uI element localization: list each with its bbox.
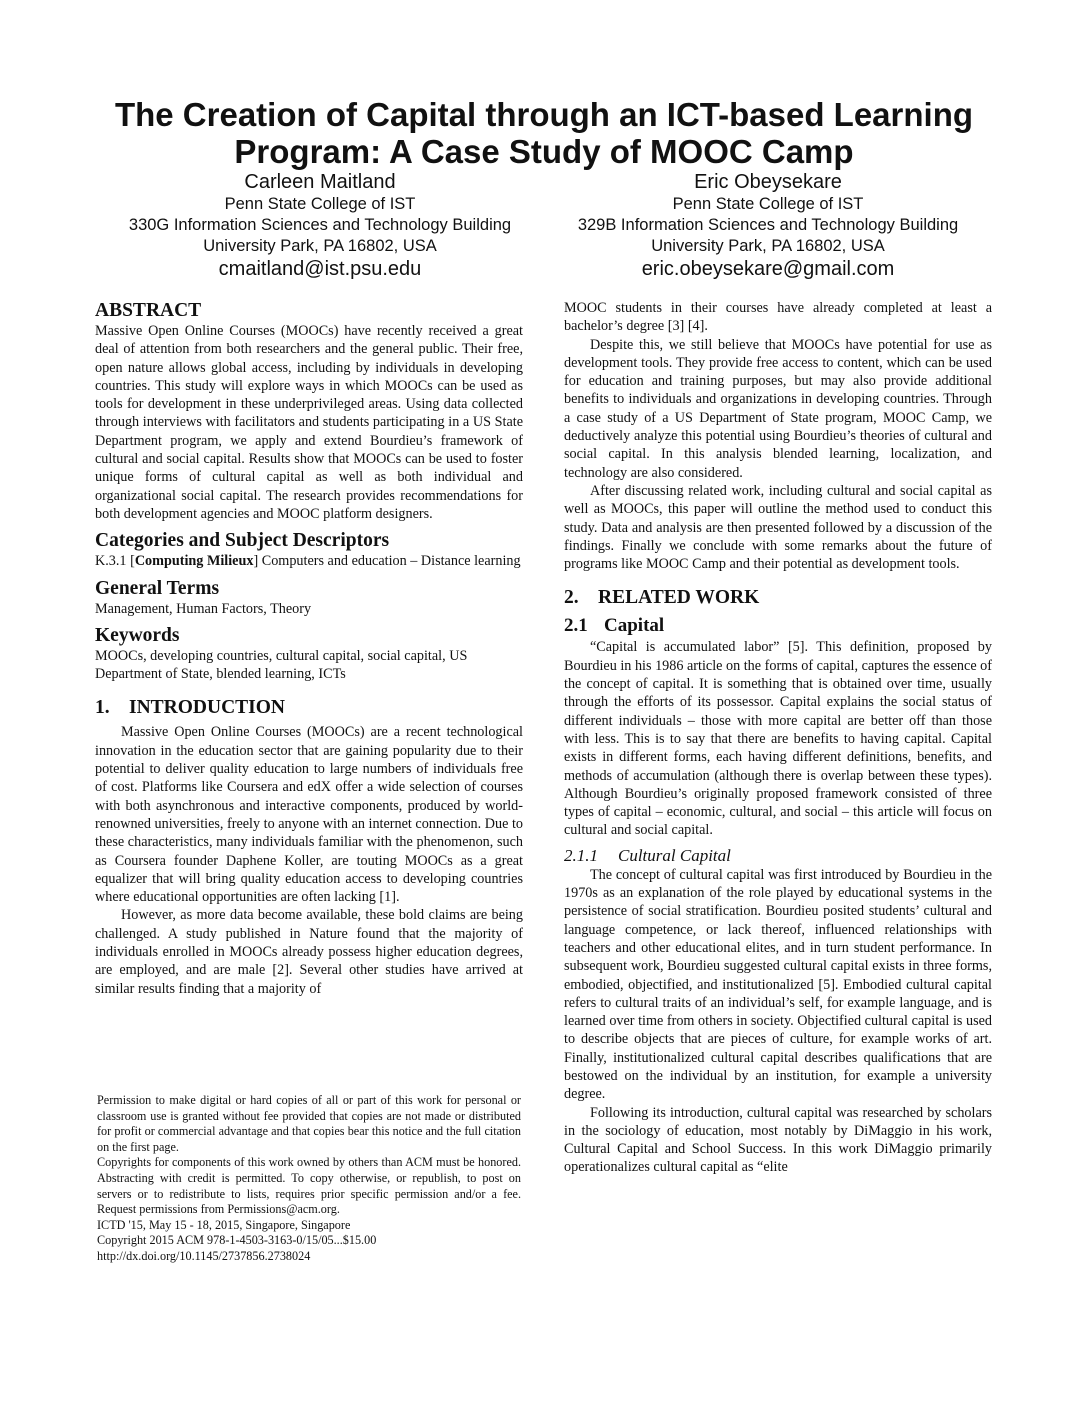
author-email: cmaitland@ist.psu.edu xyxy=(218,258,422,280)
section-title: INTRODUCTION xyxy=(129,697,286,719)
intro-paragraph-2-continued: MOOC students in their courses have already completed at least a bachelor’s degree [3] [4]. xyxy=(564,300,992,335)
author-block-2 xyxy=(538,170,998,281)
categories-prefix: K.3.1 [ xyxy=(95,553,135,570)
general-terms-text: Management, Human Factors, Theory xyxy=(95,600,312,617)
subsection-title: Capital xyxy=(604,615,665,637)
left-column xyxy=(95,300,523,998)
related-work-heading xyxy=(564,587,992,609)
capital-paragraph: “Capital is accumulated labor” [5]. This definition, proposed by Bourdieu in his 1986 article on the forms of capital, captures the essence of the concept of capital. It is something that is obtained over time, usually through the efforts of its possessor. Capital explains the social status of different individuals – those with more capital are better off than those with less. This is to say that there are benefits to having capital. Capital exists in different forms, each having different definitions, benefits, and methods of accumulation (although there is overlap between these types). Although Bourdieu’s originally proposed framework consisted of three types of capital – economic, cultural, and social – this article will focus on cultural and social capital. xyxy=(564,639,992,839)
right-column xyxy=(564,299,992,1177)
intro-paragraph-1: Massive Open Online Courses (MOOCs) are a recent technological innovation in the education sector that are gaining popularity due to their potential to deliver quality education to large numbers of individuals free of cost. Platforms like Coursera and edX offer a wide selection of courses with both asynchronous and interactive components, produced by world-renowned universities, freely to anyone with an internet connection. Due to these characteristics, many individuals familiar with the phenomenon, such as Coursera founder Daphene Koller, are touting MOOCs as a great equalizer that will bring quality education access to developing countries where educational opportunities are often lacking [1]. xyxy=(95,724,523,906)
section-title: RELATED WORK xyxy=(598,587,760,609)
doi-link: http://dx.doi.org/10.1145/2737856.2738024 xyxy=(97,1248,311,1263)
author-name: Eric Obeysekare xyxy=(694,171,842,193)
author-email: eric.obeysekare@gmail.com xyxy=(641,258,895,280)
author-address-line2: University Park, PA 16802, USA xyxy=(203,237,437,255)
cultural-capital-paragraph-2: Following its introduction, cultural capital was researched by scholars in the sociology of education, most notably by DiMaggio in his work, Cultural Capital and School Success. In this work DiMaggio primarily operationalizes cultural capital as “elite xyxy=(564,1104,992,1176)
permission-paragraph-1: Permission to make digital or hard copies of all or part of this work for personal or classroom use is granted without fee provided that copies are not made or distributed for profit or commercial advantage and that copies bear this notice and the full citation on the first page. xyxy=(97,1093,521,1154)
subsubsection-number: 2.1.1 xyxy=(564,845,598,865)
subsubsection-title: Cultural Capital xyxy=(618,845,731,865)
permission-paragraph-2: Copyrights for components of this work owned by others than ACM must be honored. Abstracting with credit is permitted. To copy otherwise, or republish, to post on servers or to redistribute to lists, requires prior specific permission and/or a fee. Request permissions from Permissions@acm.org. xyxy=(97,1155,521,1217)
copyright-info: Copyright 2015 ACM 978-1-4503-3163-0/15/05...$15.00 xyxy=(97,1233,377,1248)
intro-paragraph-2: However, as more data become available, these bold claims are being challenged. A study published in Nature found that the majority of individuals enrolled in MOOCs already possess higher education degrees, are employed, and are male [2]. Several other studies have arrived at similar results finding that a majority of xyxy=(95,907,523,997)
section-number: 2. xyxy=(564,587,579,609)
intro-paragraph-4: After discussing related work, including cultural and social capital as well as MOOCs, this paper will outline the method used to conduct this study. Data and analysis are then presented followed by a discussion of the findings. Finally we conclude with some remarks about the future of programs like MOOC Camp and their potential as development tools. xyxy=(564,482,992,573)
section-number: 1. xyxy=(95,697,110,719)
categories-heading: Categories and Subject Descriptors xyxy=(95,530,390,552)
categories-bold: Computing Milieux xyxy=(134,553,254,570)
abstract-text: Massive Open Online Courses (MOOCs) have recently received a great deal of attention from both researchers and the general public. Their free, open nature allows global access, including by individuals in developing countries. This study will explore ways in which MOOCs can be used as tools for development in these underprivileged areas. Using data collected through interviews with facilitators and students participating in a US State Department program, we apply and extend Bourdieu’s framework of cultural and social capital. Results show that MOOCs can be used to foster unique forms of cultural capital as well as both individual and organizational social capital. The research provides recommendations for both development agencies and MOOC platform designers. xyxy=(95,323,523,522)
capital-heading xyxy=(564,614,992,638)
intro-paragraph-3: Despite this, we still believe that MOOCs have potential for use as development tools. They provide free access to content, which can be used for education and training purposes, but may also provide additional benefits to individuals and organizations in developing countries. Through a case study of a US Department of State program, MOOC Camp, we deductively analyze this potential using Bourdieu’s theories of cultural and social capital. In this analysis blended learning, localization, and technology are also considered. xyxy=(564,336,992,481)
author-address-line2: University Park, PA 16802, USA xyxy=(651,237,885,255)
categories-text xyxy=(95,552,523,570)
keywords-text: MOOCs, developing countries, cultural capital, social capital, US Department of State, blended learning, ICTs xyxy=(95,647,468,683)
author-block-1 xyxy=(90,170,550,281)
conference-info: ICTD '15, May 15 - 18, 2015, Singapore, Singapore xyxy=(97,1217,351,1232)
permission-notice xyxy=(97,1093,521,1265)
cultural-capital-paragraph-1: The concept of cultural capital was first introduced by Bourdieu in the 1970s as an explanation of the role played by educational systems in the persistence of social stratification. Bourdieu posited students’ cultural and language competence, or lack thereof, influenced relationships with teachers and other educational elites, and in turn student performance. In subsequent work, Bourdieu suggested cultural capital exists in three forms, embodied, objectified, and institutionalized [5]. Embodied cultural capital refers to cultural traits of an individual’s self, for example language, and is learned over time from others in society. Objectified cultural capital is used to describe objects that are pieces of culture, for example works of art. Finally, institutionalized cultural capital describes qualifications that are bestowed on the individual by an institution, for example a university degree. xyxy=(564,866,992,1103)
general-terms-heading: General Terms xyxy=(95,577,220,599)
introduction-heading xyxy=(95,697,523,719)
cultural-capital-heading xyxy=(564,846,992,866)
abstract-heading: ABSTRACT xyxy=(95,300,202,321)
author-address-line1: 330G Information Sciences and Technology Building xyxy=(128,216,512,234)
subsection-number: 2.1 xyxy=(564,615,588,637)
keywords-heading: Keywords xyxy=(95,624,180,646)
author-affiliation: Penn State College of IST xyxy=(672,195,864,213)
categories-suffix: ] Computers and education – Distance learning xyxy=(253,553,521,570)
author-name: Carleen Maitland xyxy=(244,171,396,193)
author-address-line1: 329B Information Sciences and Technology Building xyxy=(577,216,959,234)
paper-title: The Creation of Capital through an ICT-based Learning Program: A Case Study of MOOC Camp xyxy=(114,96,974,170)
author-affiliation: Penn State College of IST xyxy=(224,195,416,213)
